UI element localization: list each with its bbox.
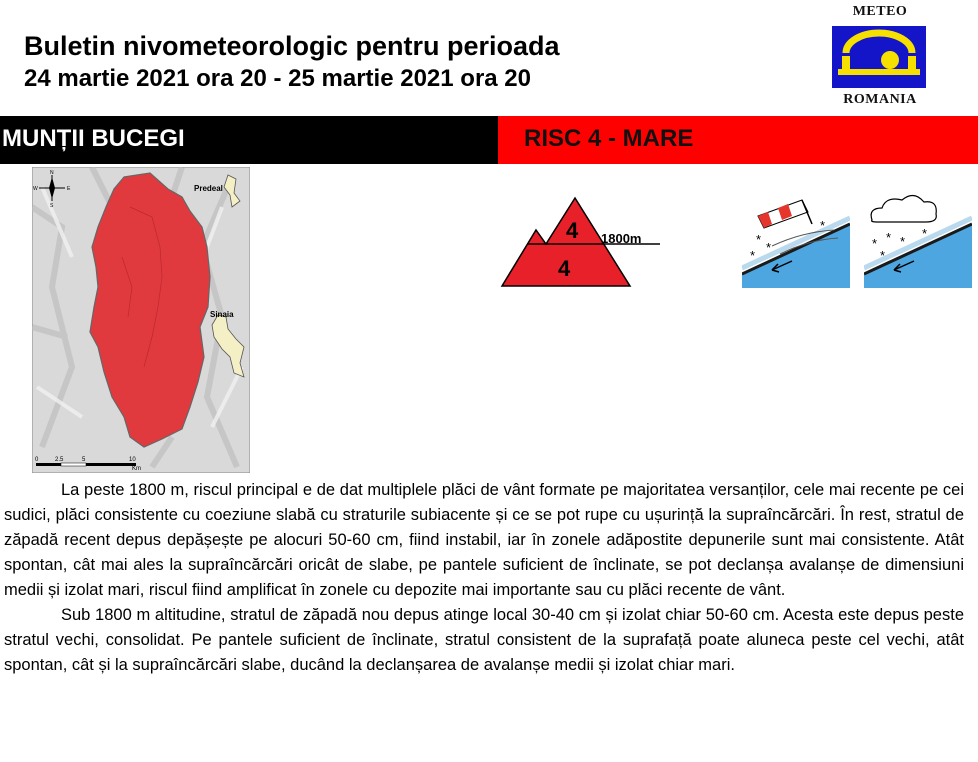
svg-text:*: * <box>766 240 772 255</box>
svg-text:*: * <box>756 232 762 247</box>
logo-bottom-text: ROMANIA <box>843 92 917 107</box>
svg-text:*: * <box>900 234 906 249</box>
compass-s: S <box>50 203 54 209</box>
compass-w: W <box>33 186 38 192</box>
new-snow-icon <box>864 188 972 288</box>
map-label-predeal: Predeal <box>194 184 223 193</box>
paragraph-above-1800: La peste 1800 m, riscul principal e de dat multiplele plăci de vânt formate pe majoritatea versanților, cele mai recente pe cei sudici, plăci consistente cu coeziune slabă cu straturile subiacente și ce se pot rupe cu ușurință la supraîncărcări. În rest, stratul de zăpadă recent depus depășește pe alocuri 50-60 cm, fiind instabil, iar în zonele adăpostite depunerile sunt mai consistente. Atât spontan, cât mai ales la supraîncărcări oricât de slabe, pe pantele suficient de înclinate, se pot declanșa avalanșe de dimensiuni medii și izolat mari, riscul fiind amplificat în zonele cu depozite mai importante sau cu plăci recente de vânt. <box>4 481 964 599</box>
region-banner <box>0 116 498 164</box>
compass-n: N <box>50 170 54 176</box>
bulletin-body <box>4 478 964 678</box>
altitude-risk-graphic <box>500 196 660 292</box>
risk-banner <box>498 116 978 164</box>
svg-text:*: * <box>872 236 878 251</box>
bucegi-risk-map <box>32 167 250 473</box>
scale-label: 10 <box>129 457 136 463</box>
scale-unit: Km <box>132 466 141 472</box>
bulletin-period: 24 martie 2021 ora 20 - 25 martie 2021 ora 20 <box>24 65 531 92</box>
scale-label: 2.5 <box>55 457 64 463</box>
scale-bar <box>36 463 136 466</box>
wind-slab-icon <box>742 188 850 288</box>
map-label-sinaia: Sinaia <box>210 310 234 319</box>
bulletin-title: Buletin nivometeorologic pentru perioada <box>24 31 560 61</box>
paragraph-below-1800: Sub 1800 m altitudine, stratul de zăpadă nou depus atinge local 30-40 cm și izolat chiar 50-60 cm. Acesta este depus peste stratul vechi, consolidat. Pe pantele suficient de înclinate, stratul consistent de la suprafață poate aluneca peste cel vechi, atât spontan, cât și la supraîncărcări slabe, ducând la declanșarea de avalanșe medii și izolat chiar mari. <box>4 606 964 674</box>
logo-top-text: METEO <box>852 4 908 19</box>
svg-text:*: * <box>750 248 756 263</box>
meteo-romania-logo-icon <box>832 26 926 88</box>
risk-level: RISC 4 - MARE <box>524 125 694 152</box>
compass-e: E <box>67 186 71 192</box>
meteo-romania-logo <box>830 2 930 110</box>
svg-text:*: * <box>922 226 928 241</box>
svg-text:*: * <box>886 230 892 245</box>
region-name: MUNȚII BUCEGI <box>2 125 185 152</box>
altitude-label: 1800m <box>601 231 642 246</box>
scale-label: 5 <box>82 457 86 463</box>
scale-label: 0 <box>35 457 39 463</box>
risk-below-value: 4 <box>558 256 571 281</box>
svg-text:*: * <box>820 218 826 233</box>
svg-text:*: * <box>880 248 886 263</box>
risk-above-value: 4 <box>566 218 579 243</box>
